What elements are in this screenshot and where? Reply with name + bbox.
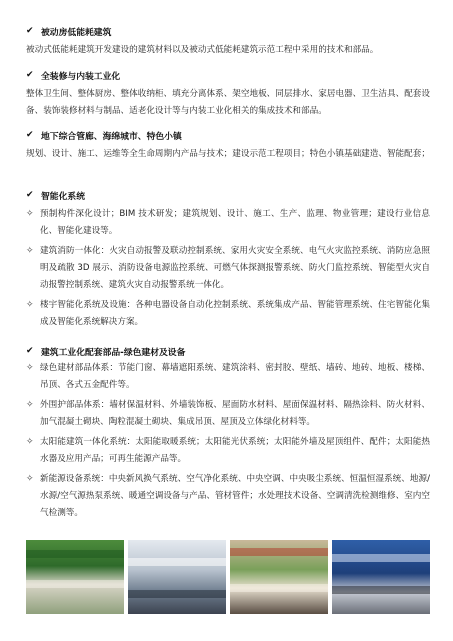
section-title: 智能化系统	[41, 191, 85, 202]
section-title: 被动房低能耗建筑	[41, 27, 112, 38]
exhibition-photo-strip	[26, 540, 430, 614]
check-icon: ✔	[26, 26, 34, 36]
diamond-star-icon: ✧	[26, 363, 34, 373]
check-icon: ✔	[26, 346, 34, 356]
section-interior-industrialization	[26, 68, 430, 120]
diamond-star-icon: ✧	[26, 437, 34, 447]
list-item: ✧ 新能源设备系统：中央新风换气系统、空气净化系统、中央空调、中央吸尘系统、恒温恒湿系统、地源/水源/空气源热泵系统、暖通空调设备与产品、管材管件；水处理技术设备、空调清洗检测维修、室内空气检测等。	[26, 471, 430, 522]
section-passive-house	[26, 24, 430, 59]
list-item: ✧ 太阳能建筑一体化系统：太阳能取暖系统；太阳能光伏系统；太阳能外墙及屋顶组件、配件；太阳能热水器及应用产品；可再生能源产品等。	[26, 434, 430, 468]
list-item: ✧ 外围护部品体系：墙材保温材料、外墙装饰板、屋面防水材料、屋面保温材料、隔热涂料、防火材料、加气混凝土砌块、陶粒混凝土砌块、集成吊顶、屋顶及立体绿化材料等。	[26, 397, 430, 431]
check-icon: ✔	[26, 130, 34, 140]
section-paragraph: 被动式低能耗建筑开发建设的建筑材料以及被动式低能耗建筑示范工程中采用的技术和部品。	[26, 45, 379, 55]
list-item: ✧ 建筑消防一体化：火灾自动报警及联动控制系统、家用火灾安全系统、电气火灾监控系统、消防应急照明及疏散 3D 展示、消防设备电源监控系统、可燃气体探测报警系统、防火门监控系统、智能型火灾自动报警控制系统、建筑火灾自动报警系统一体化。	[26, 243, 430, 294]
section-utility-tunnel	[26, 128, 430, 163]
section-paragraph: 整体卫生间、整体厨房、整体收纳柜、填充分离体系、架空地板、同层排水、家居电器、卫生洁具、配套设备、装饰装修材料与制品、适老化设计等与内装工业化相关的集成技术和部品。	[26, 89, 430, 116]
diamond-star-icon: ✧	[26, 209, 34, 219]
section-title: 地下综合管廊、海绵城市、特色小镇	[41, 131, 182, 142]
check-icon: ✔	[26, 190, 34, 200]
section-green-materials	[26, 344, 430, 522]
diamond-star-icon: ✧	[26, 246, 34, 256]
exhibition-photo	[128, 540, 226, 614]
exhibition-photo	[332, 540, 430, 614]
list-item: ✧ 楼宇智能化系统及设施：各种电器设备自动化控制系统、系统集成产品、智能管理系统、住宅智能化集成及智能化系统解决方案。	[26, 297, 430, 331]
section-paragraph: 规划、设计、施工、运维等全生命周期内产品与技术；建设示范工程项目；特色小镇基础建造、智能配套；	[26, 149, 430, 159]
diamond-star-icon: ✧	[26, 300, 34, 310]
section-intelligent-systems	[26, 188, 430, 331]
diamond-star-icon: ✧	[26, 474, 34, 484]
list-item: ✧ 绿色建材部品体系：节能门窗、幕墙遮阳系统、建筑涂料、密封胶、壁纸、墙砖、地砖、地板、楼梯、吊顶、各式五金配件等。	[26, 360, 430, 394]
check-icon: ✔	[26, 70, 34, 80]
section-title: 建筑工业化配套部品-绿色建材及设备	[41, 347, 186, 358]
diamond-star-icon: ✧	[26, 400, 34, 410]
section-title: 全装修与内装工业化	[41, 71, 121, 82]
exhibition-photo	[26, 540, 124, 614]
exhibition-photo	[230, 540, 328, 614]
list-item: ✧ 预制构件深化设计；BIM 技术研发；建筑规划、设计、施工、生产、监理、物业管理；建设行业信息化、智能化建设等。	[26, 206, 430, 240]
